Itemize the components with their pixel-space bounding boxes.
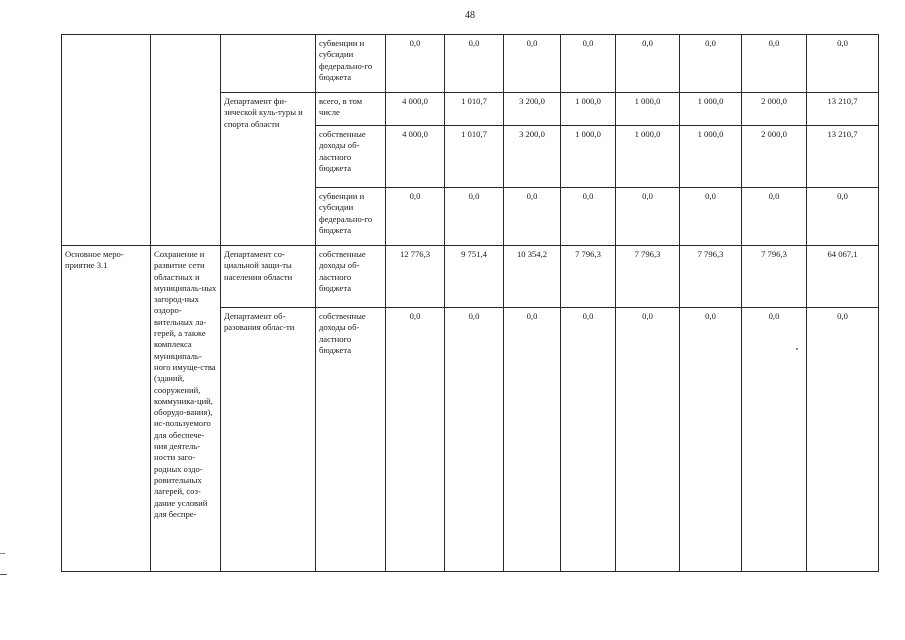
value-cell: 0,0 — [742, 35, 807, 93]
value-cell: 1 010,7 — [445, 93, 504, 126]
funding-source-cell: субвенции и субсидии федерально-го бюджета — [316, 188, 386, 246]
value-cell: 2 000,0 — [742, 126, 807, 188]
value-cell: 0,0 — [386, 188, 445, 246]
total-cell: 0,0 — [807, 188, 879, 246]
value-cell: 1 000,0 — [616, 126, 680, 188]
value-cell: 0,0 — [445, 35, 504, 93]
total-cell: 64 067,1 — [807, 246, 879, 308]
value-cell: 9 751,4 — [445, 246, 504, 308]
total-cell: 13 210,7 — [807, 93, 879, 126]
scan-margin-mark — [0, 574, 7, 575]
value-cell: 12 776,3 — [386, 246, 445, 308]
total-cell: 13 210,7 — [807, 126, 879, 188]
funding-source-cell: всего, в том числе — [316, 93, 386, 126]
value-cell: 0,0 — [680, 308, 742, 572]
value-cell: 0,0 — [445, 308, 504, 572]
program-cell: Основное меро-приятие 3.1 — [62, 246, 151, 572]
funding-source-cell: собственные доходы об-ластного бюджета — [316, 308, 386, 572]
funding-source-cell: собственные доходы об-ластного бюджета — [316, 246, 386, 308]
scan-speck — [796, 348, 798, 350]
executor-cell — [221, 35, 316, 93]
value-cell: 1 010,7 — [445, 126, 504, 188]
value-cell: 1 000,0 — [680, 93, 742, 126]
value-cell: 0,0 — [680, 35, 742, 93]
value-cell: 10 354,2 — [504, 246, 561, 308]
value-cell: 4 000,0 — [386, 93, 445, 126]
value-cell: 0,0 — [561, 188, 616, 246]
executor-cell: Департамент фи-зической куль-туры и спорта области — [221, 93, 316, 246]
funding-source-cell: субвенции и субсидии федерально-го бюджета — [316, 35, 386, 93]
value-cell: 4 000,0 — [386, 126, 445, 188]
value-cell: 0,0 — [504, 308, 561, 572]
value-cell: 7 796,3 — [680, 246, 742, 308]
value-cell: 3 200,0 — [504, 126, 561, 188]
page-number: 48 — [465, 10, 475, 21]
value-cell: 7 796,3 — [561, 246, 616, 308]
value-cell: 0,0 — [386, 35, 445, 93]
value-cell: 1 000,0 — [561, 93, 616, 126]
value-cell: 0,0 — [742, 308, 807, 572]
description-cell: Сохранение и развитие сети областных и муниципаль-ных загород-ных оздоро-вительных ла-герей, а также комплекса муниципаль-ного имуще-ства (зданий, сооружений, коммуника-ций, оборудо-вания), ис-пользуемого для обеспече-ния деятель-ности заго-родных оздо-ровительных лагерей, соз-дание условий для беспре- — [151, 246, 221, 572]
program-cell-continued — [62, 35, 151, 246]
value-cell: 7 796,3 — [742, 246, 807, 308]
scan-margin-mark — [0, 553, 5, 554]
executor-cell: Департамент со-циальной защи-ты населения области — [221, 246, 316, 308]
value-cell: 1 000,0 — [616, 93, 680, 126]
value-cell: 0,0 — [616, 308, 680, 572]
value-cell: 0,0 — [504, 35, 561, 93]
funding-source-cell: собственные доходы об-ластного бюджета — [316, 126, 386, 188]
value-cell: 1 000,0 — [561, 126, 616, 188]
executor-cell: Департамент об-разования облас-ти — [221, 308, 316, 572]
value-cell: 1 000,0 — [680, 126, 742, 188]
value-cell: 0,0 — [386, 308, 445, 572]
total-cell: 0,0 — [807, 308, 879, 572]
table-row — [62, 35, 879, 93]
value-cell: 0,0 — [616, 188, 680, 246]
value-cell: 2 000,0 — [742, 93, 807, 126]
value-cell: 0,0 — [680, 188, 742, 246]
value-cell: 0,0 — [445, 188, 504, 246]
value-cell: 0,0 — [742, 188, 807, 246]
table-row — [62, 246, 879, 308]
budget-table — [61, 34, 879, 572]
value-cell: 0,0 — [504, 188, 561, 246]
value-cell: 0,0 — [561, 35, 616, 93]
value-cell: 7 796,3 — [616, 246, 680, 308]
total-cell: 0,0 — [807, 35, 879, 93]
value-cell: 0,0 — [561, 308, 616, 572]
description-cell-continued — [151, 35, 221, 246]
value-cell: 3 200,0 — [504, 93, 561, 126]
value-cell: 0,0 — [616, 35, 680, 93]
